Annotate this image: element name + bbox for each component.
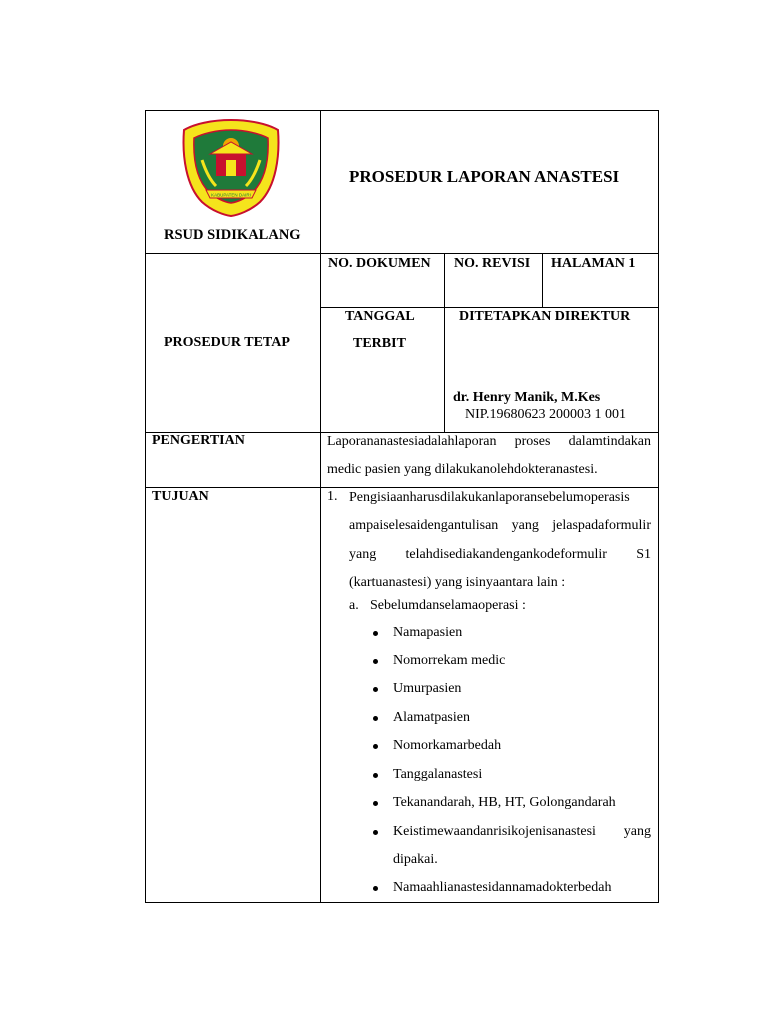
- rsud-logo-icon: [180, 116, 282, 218]
- definition-line-1: Laporananastesiadalahlaporan proses dalamtindakan: [327, 434, 651, 449]
- list-item: Namaahlianastesidannamadokterbedah: [393, 880, 612, 895]
- column-divider-revision-page: [542, 253, 543, 307]
- director-name: dr. Henry Manik, M.Kes: [453, 390, 601, 405]
- purpose-line-4: (kartuanastesi) yang isinyaantara lain :: [349, 575, 566, 590]
- list-item: Nomorkamarbedah: [393, 738, 502, 753]
- bullet-icon: [373, 687, 378, 692]
- list-item-continuation: dipakai.: [393, 852, 438, 867]
- bullet-icon: [373, 659, 378, 664]
- purpose-label: TUJUAN: [152, 489, 209, 504]
- list-item: Tekanandarah, HB, HT, Golongandarah: [393, 795, 616, 810]
- purpose-item-number: 1.: [327, 489, 338, 504]
- bullet-icon: [373, 801, 378, 806]
- row-divider-header: [146, 253, 658, 254]
- bullet-icon: [373, 830, 378, 835]
- bullet-icon: [373, 744, 378, 749]
- sub-item-letter: a.: [349, 598, 359, 613]
- approved-by-label: DITETAPKAN DIREKTUR: [459, 309, 631, 324]
- purpose-line-2: ampaiselesaidengantulisan yang jelaspadaformulir: [349, 518, 651, 533]
- definition-line-2: medic pasien yang dilakukanolehdokteranastesi.: [327, 462, 598, 477]
- issued-date-label-line2: TERBIT: [353, 336, 406, 351]
- list-item: Nomorrekam medic: [393, 653, 506, 668]
- definition-label: PENGERTIAN: [152, 433, 245, 448]
- document-title: PROSEDUR LAPORAN ANASTESI: [349, 167, 620, 186]
- list-item: Umurpasien: [393, 681, 462, 696]
- purpose-line-3: yang telahdisediakandengankodeformulir S1: [349, 547, 651, 562]
- doc-number-label: NO. DOKUMEN: [328, 256, 431, 271]
- director-nip: NIP.19680623 200003 1 001: [465, 407, 627, 422]
- document-table: [145, 110, 659, 903]
- bullet-icon: [373, 886, 378, 891]
- bullet-icon: [373, 773, 378, 778]
- sub-item-label: Sebelumdanselamaoperasi :: [370, 598, 526, 613]
- list-item: Namapasien: [393, 625, 463, 640]
- issued-date-label-line1: TANGGAL: [345, 309, 415, 324]
- logo-ribbon-text: KABUPATEN DAIRI: [211, 192, 251, 198]
- list-item: Tanggalanastesi: [393, 767, 483, 782]
- page-label: HALAMAN 1: [551, 256, 636, 271]
- bullet-icon: [373, 716, 378, 721]
- column-divider-main: [320, 111, 321, 903]
- list-item: Keistimewaandanrisikojenisanastesi yang: [393, 824, 651, 839]
- procedure-label: PROSEDUR TETAP: [164, 335, 290, 350]
- revision-label: NO. REVISI: [454, 256, 531, 271]
- purpose-line-1: Pengisiaanharusdilakukanlaporansebelumoperasis: [349, 490, 630, 505]
- hospital-name: RSUD SIDIKALANG: [164, 227, 301, 243]
- list-item: Alamatpasien: [393, 710, 470, 725]
- column-divider-doc-revision: [444, 253, 445, 432]
- bullet-icon: [373, 631, 378, 636]
